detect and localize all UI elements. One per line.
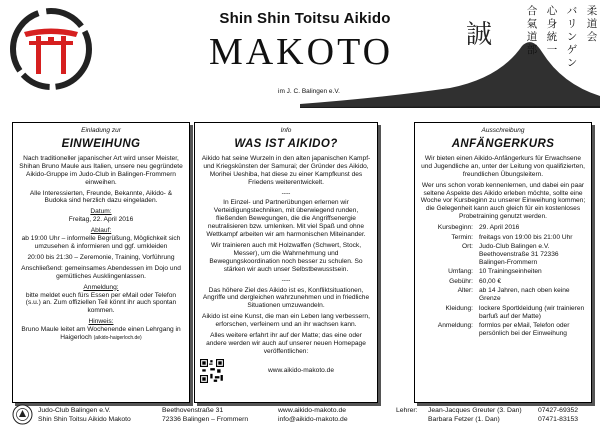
- hint-text: [18, 326, 184, 343]
- schedule-label: Ablauf:: [90, 227, 112, 235]
- footer-email-link[interactable]: info@aikido-makoto.de: [278, 415, 348, 423]
- info-paragraph-1: Aikido hat seine Wurzeln in den alten japanischen Kampf- und Kriegskünsten der Samurai; der Gründer des Aikido, Morihei Ueshiba, hat diese zu einer Kampfkunst des Friedens weiterentwickelt.: [201, 154, 371, 186]
- info-paragraph-6: Alles weitere erfahrt ihr auf der Matte; das eine oder andere werden wir auch auf unserer neuen Homepage veröffentlichen:: [206, 332, 366, 355]
- footer: [0, 404, 600, 427]
- hint-main: Bruno Maule leitet am Wochenende einen Lehrgang in Haigerloch: [21, 326, 181, 342]
- vertical-text-2: バリンゲン: [566, 5, 578, 69]
- torii-logo-icon: [10, 8, 92, 90]
- hint-link[interactable]: (aikido-haigerloch.de): [93, 335, 142, 342]
- detail-label: Termin:: [451, 233, 473, 241]
- club-subtitle: im J. C. Balingen e.V.: [278, 88, 340, 95]
- footer-city: 72336 Balingen – Frommern: [162, 415, 249, 423]
- vertical-text-3: 心身統一: [546, 5, 558, 56]
- separator-1: ----: [281, 189, 291, 197]
- info-paragraph-4: Das höhere Ziel des Aikido ist es, Konfliktsituationen, Angriffe und dergleichen wahrzunehmen und in friedliche Situationen umzuwandeln.: [202, 286, 370, 310]
- detail-label: Gebühr:: [449, 277, 473, 285]
- homepage-link[interactable]: www.aikido-makoto.de: [268, 366, 334, 374]
- course-details-table: [420, 224, 586, 340]
- footer-address: [162, 407, 248, 424]
- detail-label: Ort:: [462, 243, 473, 251]
- schedule-item-2: 20:00 bis 21:30 – Zeremonie, Training, Vorführung: [27, 253, 175, 261]
- invitation-title: EINWEIHUNG: [61, 137, 141, 150]
- course-panel: [414, 122, 592, 403]
- detail-label: Kleidung:: [445, 304, 473, 312]
- footer-phone-1: 07427-69352: [538, 407, 579, 414]
- registration-text: bitte meldet euch fürs Essen per eMail oder Telefon (s.u.) an. Zum offiziellen Teil könnt ihr auch spontan kommen.: [25, 291, 177, 315]
- registration-label: Anmeldung:: [83, 283, 119, 291]
- table-row: [420, 243, 586, 268]
- detail-value: 10 Trainingseinheiten: [479, 268, 542, 276]
- hint-label: Hinweis:: [88, 318, 114, 326]
- table-row: [420, 224, 586, 234]
- footer-street: Beethovenstraße 31: [162, 407, 224, 414]
- table-row: [420, 287, 586, 304]
- info-kicker: Info: [280, 127, 292, 134]
- detail-value: formlos per eMail, Telefon oder persönlich bei der Einweihung: [479, 322, 570, 338]
- makoto-logo-text: MAKOTO: [208, 31, 394, 73]
- detail-value: 29. April 2016: [479, 224, 520, 232]
- footer-phones: [538, 407, 578, 424]
- info-paragraph-5: Aikido ist eine Kunst, die man ein Leben lang verbessern, erforschen, verfeinern und an ihr wachsen kann.: [202, 313, 370, 329]
- invitation-intro: Nach traditioneller japanischer Art wird unser Meister, Shihan Bruno Maule aus Italien, unsere neu gegründete Aikido-Gruppe im Judo-Club in Balingen-Frommern einweihen.: [19, 154, 183, 186]
- detail-label: Anmeldung:: [437, 322, 473, 330]
- footer-club-sub: Shin Shin Toitsu Aikido Makoto: [38, 415, 131, 423]
- footer-teacher-label: Lehrer:: [396, 407, 418, 414]
- footer-teachers: [428, 407, 522, 424]
- table-row: [420, 305, 586, 322]
- footer-phone-2: 07471-83153: [538, 415, 579, 423]
- footer-club-name: Judo-Club Balingen e.V.: [38, 407, 111, 414]
- footer-web-link[interactable]: www.aikido-makoto.de: [278, 407, 346, 414]
- date-label: Datum:: [90, 208, 112, 216]
- detail-value: ab 14 Jahren, nach oben keine Grenze: [479, 287, 570, 303]
- info-title: WAS IST AIKIDO?: [234, 137, 338, 150]
- qr-code-icon[interactable]: [200, 359, 224, 383]
- info-paragraph-2: In Einzel- und Partnerübungen erlernen wir Verteidigungstechniken, mit überwiegend runden, fließenden Bewegungen, die die Angriffsenergie neutralisieren bzw. umlenken. Mit viel Spaß und ohne Wettkampf arbeiten wir am harmonischen Miteinander.: [206, 199, 366, 239]
- detail-value: freitags von 19:00 bis 21:00 Uhr: [479, 233, 573, 241]
- detail-label: Alter:: [457, 287, 473, 295]
- invitation-panel: [12, 122, 190, 403]
- footer-club: [38, 407, 131, 424]
- table-row: [420, 322, 586, 339]
- info-panel: [194, 122, 378, 403]
- detail-label: Kursbeginn:: [437, 224, 473, 232]
- detail-label: Umfang:: [448, 268, 473, 276]
- after-text: Anschließend: gemeinsames Abendessen im Dojo und gemütliches Ausklingenlassen.: [21, 264, 181, 280]
- info-paragraph-3: Wir trainieren auch mit Holzwaffen (Schwert, Stock, Messer), um die Wahrnehmung und Bewegungskoordination noch besser zu schulen. So stärken wir auch unser Selbstbewusstsein.: [209, 241, 363, 273]
- course-kicker: Ausschreibung: [481, 127, 525, 134]
- schedule-item-1: ab 19:00 Uhr – informelle Begrüßung, Möglichkeit sich umzusehen & informieren und ggf. umkleiden: [21, 235, 181, 250]
- qr-row: [200, 359, 372, 383]
- course-title: ANFÄNGERKURS: [451, 137, 555, 150]
- table-row: [420, 268, 586, 278]
- table-row: [420, 278, 586, 288]
- detail-value: 60,00 €: [479, 277, 501, 285]
- header: [0, 0, 600, 112]
- page-title: Shin Shin Toitsu Aikido: [219, 10, 391, 27]
- vertical-text-4: 合氣道部: [526, 5, 538, 56]
- detail-value: Judo-Club Balingen e.V. Beethovenstraße 31 72336 Balingen-Frommern: [479, 243, 559, 266]
- date-value: Freitag, 22. April 2016: [68, 216, 134, 224]
- course-paragraph-1: Wir bieten einen Aikido-Anfängerkurs für Erwachsene und Jugendliche an, unter der Leitung von qualifizierten, freundlichen Übungsleitern.: [421, 154, 585, 178]
- footer-contact: [278, 407, 348, 424]
- footer-teacher-2: Barbara Fetzer (1. Dan): [428, 415, 500, 423]
- club-logo-icon: [12, 404, 33, 425]
- detail-value: lockere Sportkleidung (wir trainieren barfuß auf der Matte): [479, 304, 585, 320]
- footer-teacher-1: Jean-Jacques Greuter (3. Dan): [428, 407, 522, 414]
- makoto-kanji: 誠: [466, 20, 493, 50]
- invitation-kicker: Einladung zur: [81, 127, 121, 134]
- table-row: [420, 234, 586, 244]
- invitation-invite: Alle Interessierten, Freunde, Bekannte, Aikido- & Budoka sind herzlich dazu eingeladen.: [29, 189, 173, 205]
- vertical-text-1: 柔道会: [586, 5, 598, 43]
- separator-2: ----: [281, 276, 291, 284]
- course-paragraph-2: Wer uns schon vorab kennenlernen, und dabei ein paar seltene Aspekte des Aikido erleben möchte, sollte eine Woche vor Kursbeginn zu unserer Einweihung kommen; die Gelegenheit kann auch gleich für ein kostenloses Probetraining genutzt werden.: [420, 181, 586, 221]
